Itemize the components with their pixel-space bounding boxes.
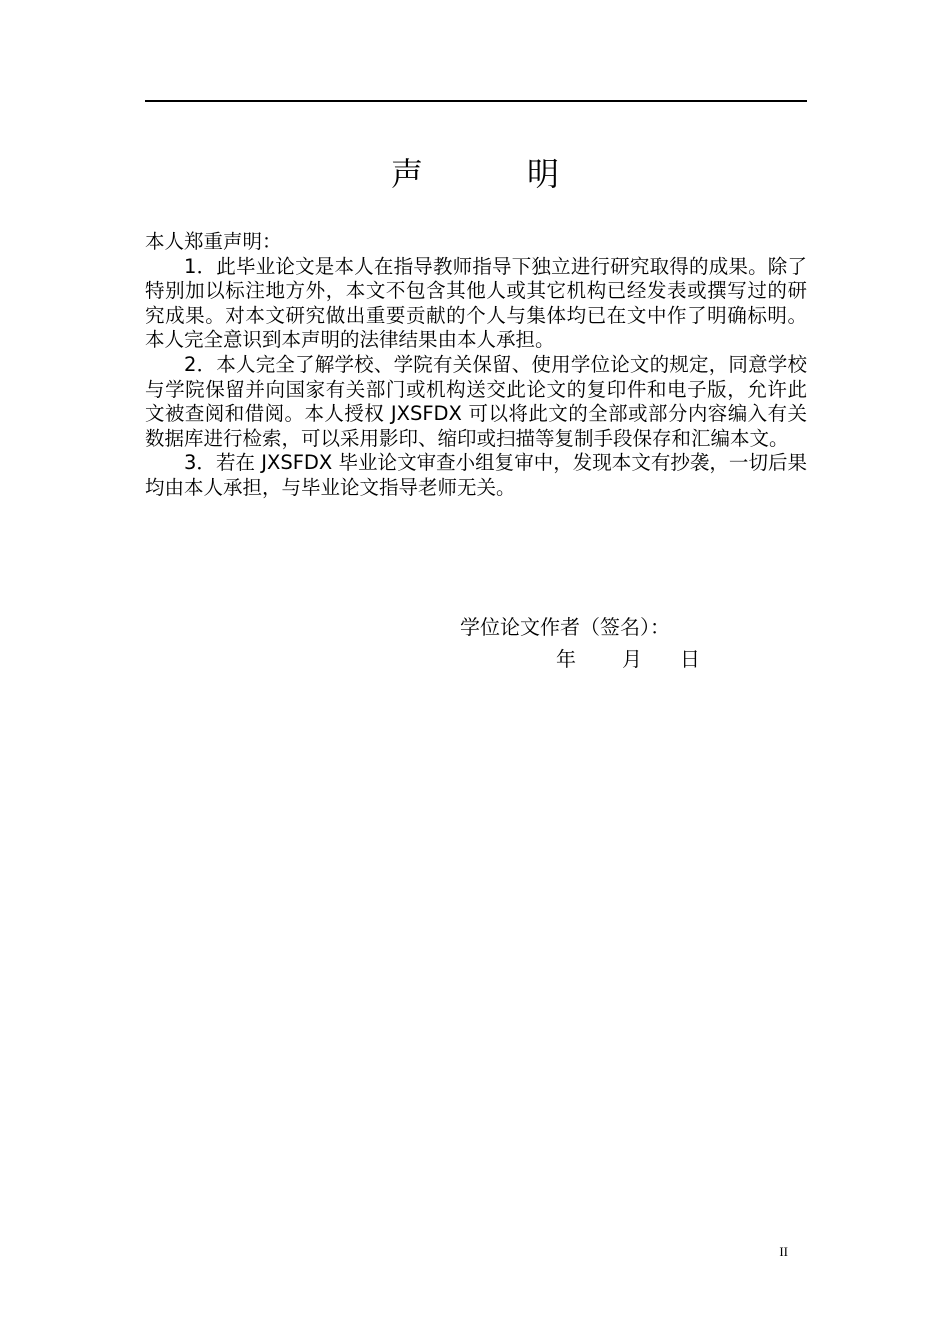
page-title: 声 明 <box>390 155 595 193</box>
date-month: 月 <box>622 647 642 671</box>
intro-line: 本人郑重声明： <box>145 230 282 253</box>
date-line <box>556 646 700 672</box>
declaration-item-1: 1．此毕业论文是本人在指导教师指导下独立进行研究取得的成果。除了特别加以标注地方外，本文不包含其他人或其它机构已经发表或撰写过的研究成果。对本文研究做出重要贡献的个人与集体均已在文中作了明确标明。本人完全意识到本声明的法律结果由本人承担。 <box>145 254 807 352</box>
page-number: II <box>779 1244 788 1259</box>
declaration-body <box>145 230 807 501</box>
signature-label: 学位论文作者（签名）： <box>460 615 670 639</box>
declaration-item-3: 3．若在 JXSFDX 毕业论文审查小组复审中，发现本文有抄袭，一切后果均由本人承担，与毕业论文指导老师无关。 <box>145 451 807 499</box>
date-year: 年 <box>556 647 576 671</box>
date-day: 日 <box>680 647 700 671</box>
top-rule <box>145 100 807 102</box>
declaration-item-2: 2．本人完全了解学校、学院有关保留、使用学位论文的规定，同意学校与学院保留并向国家有关部门或机构送交此论文的复印件和电子版，允许此文被查阅和借阅。本人授权 JXSFDX 可以将此文的全部或部分内容编入有关数据库进行检索，可以采用影印、缩印或扫描等复制手段保存和汇编本文。 <box>145 352 807 450</box>
